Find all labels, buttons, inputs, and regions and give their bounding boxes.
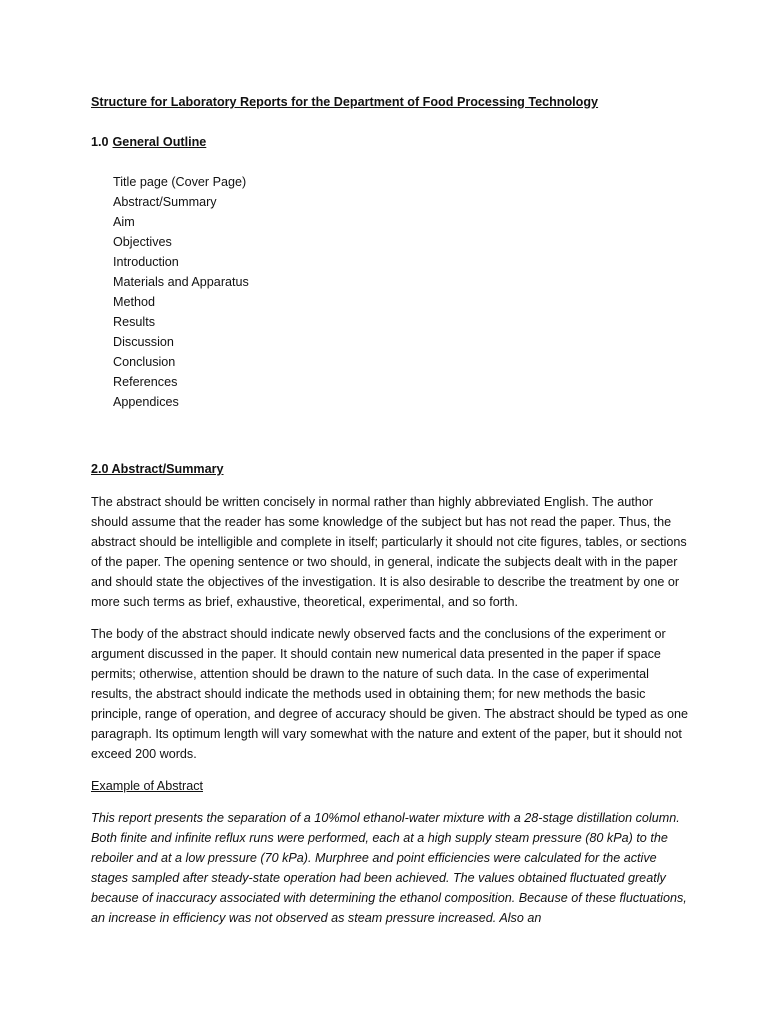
general-outline-list xyxy=(91,172,691,412)
spacer xyxy=(91,796,691,808)
abstract-paragraph-2: The body of the abstract should indicate newly observed facts and the conclusions of the experiment or argument discussed in the paper. It should contain new numerical data presented in the paper if space permits; otherwise, attention should be drawn to the nature of such data. In the case of experimental results, the abstract should indicate the methods used in obtaining them; for new methods the basic principle, range of operation, and degree of accuracy should be given. The abstract should be typed as one paragraph. Its optimum length will vary somewhat with the nature and extent of the paper, but it should not exceed 200 words. xyxy=(91,627,688,761)
spacer xyxy=(91,152,691,172)
section-1-heading xyxy=(91,132,691,152)
outline-item: Title page (Cover Page) xyxy=(113,175,247,189)
spacer xyxy=(91,112,691,132)
document-page xyxy=(91,92,691,928)
example-heading: Example of Abstract xyxy=(91,779,203,793)
abstract-paragraph-1: The abstract should be written concisely in normal rather than highly abbreviated English. The author should assume that the reader has some knowledge of the subject but has not read the paper. Thus, the abstract should be intelligible and complete in itself; particularly it should not cite figures, tables, or sections of the paper. The opening sentence or two should, in general, indicate the subjects dealt with in the paper and should state the objectives of the investigation. It is also desirable to describe the treatment by one or more such terms as brief, exhaustive, theoretical, experimental, and so forth. xyxy=(91,495,687,609)
outline-item: Abstract/Summary xyxy=(113,195,217,209)
section-2-heading: 2.0 Abstract/Summary xyxy=(91,462,224,476)
outline-item: Materials and Apparatus xyxy=(113,275,249,289)
example-abstract-text: This report presents the separation of a 10%mol ethanol-water mixture with a 28-stage distillation column. Both finite and infinite reflux runs were performed, each at a high supply steam pressure (80 kPa) to the reboiler and at a low pressure (70 kPa). Murphree and point efficiencies were calculated for the active stages sampled after steady-state operation had been achieved. The values obtained fluctuated greatly because of inaccuracy associated with determining the ethanol composition. Because of these fluctuations, an increase in efficiency was not observed as steam pressure increased. Also an xyxy=(91,811,687,925)
outline-item: Objectives xyxy=(113,235,172,249)
section-1-number: 1.0 xyxy=(91,135,109,149)
spacer xyxy=(91,479,691,492)
section-1-title: General Outline xyxy=(112,135,207,149)
spacer xyxy=(91,412,691,459)
outline-item: Conclusion xyxy=(113,355,176,369)
spacer xyxy=(91,612,691,624)
outline-item: Appendices xyxy=(113,395,179,409)
outline-item: Introduction xyxy=(113,255,179,269)
outline-item: References xyxy=(113,375,178,389)
outline-item: Discussion xyxy=(113,335,174,349)
outline-item: Method xyxy=(113,295,156,309)
document-title: Structure for Laboratory Reports for the Department of Food Processing Technology xyxy=(91,95,599,109)
spacer xyxy=(91,764,691,776)
outline-item: Aim xyxy=(113,215,135,229)
outline-item: Results xyxy=(113,315,155,329)
